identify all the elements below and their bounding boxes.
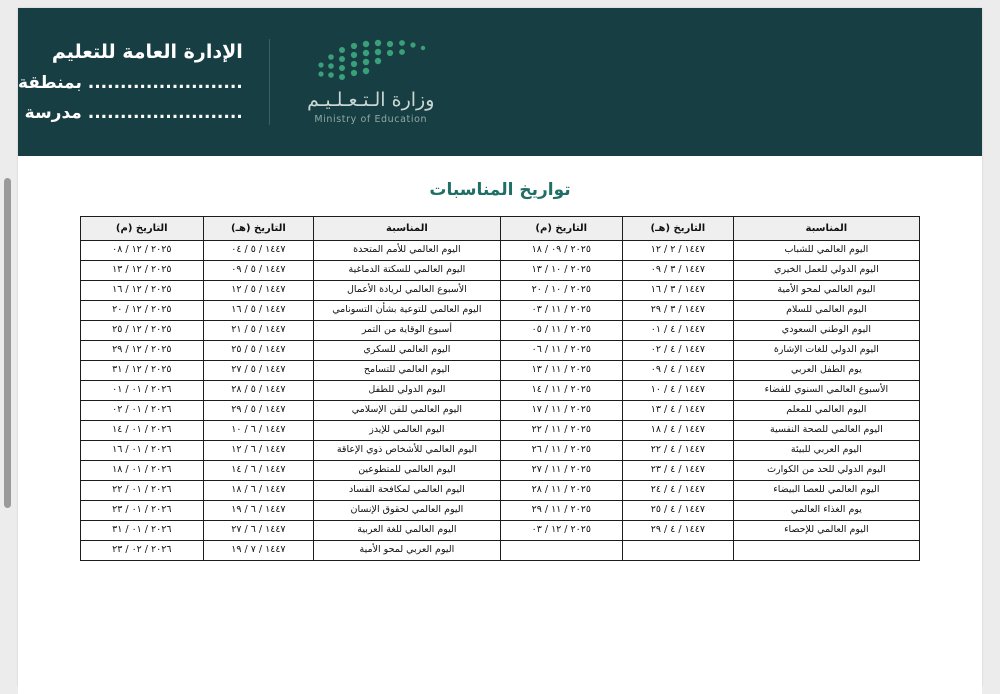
cell-hijri-left: ١٤٤٧ / ٥ / ٠٩ [203,261,314,281]
ministry-logo [296,39,446,125]
table-row [81,541,920,561]
cell-hijri-left: ١٤٤٧ / ٦ / ١٩ [203,501,314,521]
cell-hijri-left: ١٤٤٧ / ٥ / ٢٨ [203,381,314,401]
cell-occasion-left: اليوم العالمي لحقوق الإنسان [314,501,500,521]
cell-gregorian-right: ٢٠٢٥ / ٠٩ / ١٨ [500,241,622,261]
table-row [81,441,920,461]
cell-gregorian-right: ٢٠٢٥ / ١١ / ٠٣ [500,301,622,321]
logo-dots-icon [311,39,431,85]
cell-gregorian-left: ٢٠٢٦ / ٠١ / ٢٢ [81,481,204,501]
school-dots: ........................ [87,102,243,123]
cell-hijri-left: ١٤٤٧ / ٥ / ٢٥ [203,341,314,361]
region-dots: ........................ [87,72,243,93]
header-title-block [18,36,243,129]
cell-hijri-right: ١٤٤٧ / ٢ / ١٢ [623,241,734,261]
document-sheet [18,8,982,686]
header-line-school [18,99,243,129]
cell-gregorian-left: ٢٠٢٦ / ٠١ / ٠١ [81,381,204,401]
cell-hijri-right: ١٤٤٧ / ٤ / ٢٤ [623,481,734,501]
cell-hijri-right: ١٤٤٧ / ٤ / ٢٣ [623,461,734,481]
cell-gregorian-right: ٢٠٢٥ / ١٠ / ١٣ [500,261,622,281]
cell-gregorian-right: ٢٠٢٥ / ١١ / ٠٥ [500,321,622,341]
cell-gregorian-left: ٢٠٢٦ / ٠١ / ١٦ [81,441,204,461]
cell-occasion-right: يوم الغذاء العالمي [733,501,919,521]
cell-gregorian-left: ٢٠٢٥ / ١٢ / ٢٠ [81,301,204,321]
cell-hijri-right: ١٤٤٧ / ٤ / ٠٢ [623,341,734,361]
cell-gregorian-right: ٢٠٢٥ / ١١ / ١٧ [500,401,622,421]
document-header [18,8,982,156]
occasions-table-body [81,241,920,561]
cell-occasion-right [733,541,919,561]
cell-hijri-right: ١٤٤٧ / ٣ / ٢٩ [623,301,734,321]
cell-hijri-right: ١٤٤٧ / ٤ / ١٨ [623,421,734,441]
cell-occasion-right: اليوم العالمي للعصا البيضاء [733,481,919,501]
cell-hijri-left: ١٤٤٧ / ٥ / ٠٤ [203,241,314,261]
cell-hijri-left: ١٤٤٧ / ٦ / ٢٧ [203,521,314,541]
cell-hijri-left: ١٤٤٧ / ٥ / ١٦ [203,301,314,321]
cell-hijri-left: ١٤٤٧ / ٥ / ١٢ [203,281,314,301]
cell-hijri-right [623,541,734,561]
school-label: مدرسة [24,102,82,123]
header-hijri-left: التاريخ (هـ) [203,217,314,241]
cell-gregorian-right: ٢٠٢٥ / ١١ / ٢٦ [500,441,622,461]
cell-hijri-right: ١٤٤٧ / ٤ / ٢٩ [623,521,734,541]
table-row [81,481,920,501]
cell-occasion-left: اليوم العالمي للفن الإسلامي [314,401,500,421]
cell-gregorian-left: ٢٠٢٦ / ٠١ / ٣١ [81,521,204,541]
cell-gregorian-left: ٢٠٢٦ / ٠٢ / ٢٣ [81,541,204,561]
cell-gregorian-left: ٢٠٢٦ / ٠١ / ٢٣ [81,501,204,521]
cell-hijri-right: ١٤٤٧ / ٤ / ١٠ [623,381,734,401]
header-occasion-left: المناسبة [314,217,500,241]
cell-occasion-left: اليوم العالمي للأشخاص ذوي الإعاقة [314,441,500,461]
header-gregorian-right: التاريخ (م) [500,217,622,241]
table-row [81,521,920,541]
logo-arabic-text: وزارة الـتـعـلـيـم [307,89,435,111]
table-row [81,341,920,361]
cell-hijri-right: ١٤٤٧ / ٣ / ١٦ [623,281,734,301]
cell-occasion-right: الأسبوع العالمي السنوي للفضاء [733,381,919,401]
cell-gregorian-right: ٢٠٢٥ / ١١ / ١٣ [500,361,622,381]
cell-occasion-right: اليوم العالمي للسلام [733,301,919,321]
table-header-row [81,217,920,241]
table-row [81,421,920,441]
cell-gregorian-left: ٢٠٢٦ / ٠١ / ١٤ [81,421,204,441]
cell-gregorian-right: ٢٠٢٥ / ١١ / ٢٧ [500,461,622,481]
logo-english-text: Ministry of Education [314,114,428,125]
cell-occasion-left: اليوم العالمي للأمم المتحدة [314,241,500,261]
cell-gregorian-left: ٢٠٢٥ / ١٢ / ٢٩ [81,341,204,361]
cell-occasion-left: الأسبوع العالمي لريادة الأعمال [314,281,500,301]
cell-hijri-right: ١٤٤٧ / ٣ / ٠٩ [623,261,734,281]
header-line-region [18,69,243,99]
cell-gregorian-right: ٢٠٢٥ / ١١ / ٢٨ [500,481,622,501]
cell-gregorian-left: ٢٠٢٥ / ١٢ / ١٣ [81,261,204,281]
cell-hijri-left: ١٤٤٧ / ٦ / ١٠ [203,421,314,441]
cell-hijri-left: ١٤٤٧ / ٦ / ١٨ [203,481,314,501]
cell-gregorian-right: ٢٠٢٥ / ١١ / ٢٢ [500,421,622,441]
table-row [81,301,920,321]
cell-hijri-left: ١٤٤٧ / ٧ / ١٩ [203,541,314,561]
cell-gregorian-left: ٢٠٢٥ / ١٢ / ١٦ [81,281,204,301]
vertical-scrollbar[interactable] [4,178,11,508]
cell-occasion-left: أسبوع الوقاية من التمر [314,321,500,341]
cell-occasion-left: اليوم العالمي للسكري [314,341,500,361]
region-label: بمنطقة [18,72,82,93]
table-row [81,501,920,521]
table-row [81,401,920,421]
cell-hijri-right: ١٤٤٧ / ٤ / ٢٥ [623,501,734,521]
cell-occasion-right: اليوم العالمي للصحة النفسية [733,421,919,441]
cell-hijri-left: ١٤٤٧ / ٦ / ١٤ [203,461,314,481]
cell-occasion-right: اليوم الوطني السعودي [733,321,919,341]
cell-gregorian-right: ٢٠٢٥ / ١١ / ٢٩ [500,501,622,521]
cell-hijri-left: ١٤٤٧ / ٥ / ٢٩ [203,401,314,421]
cell-occasion-right: اليوم العالمي للمعلم [733,401,919,421]
cell-gregorian-left: ٢٠٢٥ / ١٢ / ٢٥ [81,321,204,341]
cell-occasion-right: اليوم الدولي للغات الإشارة [733,341,919,361]
cell-gregorian-right: ٢٠٢٥ / ١٠ / ٢٠ [500,281,622,301]
cell-occasion-right: اليوم الدولي للعمل الخيري [733,261,919,281]
cell-occasion-left: اليوم العالمي لمكافحة الفساد [314,481,500,501]
cell-gregorian-right: ٢٠٢٥ / ١١ / ٠٦ [500,341,622,361]
header-occasion-right: المناسبة [733,217,919,241]
cell-occasion-left: اليوم العربي لمحو الأمية [314,541,500,561]
page-title: تواريخ المناسبات [429,180,571,200]
header-line-administration: الإدارة العامة للتعليم [51,40,243,63]
cell-hijri-right: ١٤٤٧ / ٤ / ١٣ [623,401,734,421]
cell-occasion-right: اليوم العربي للبيئة [733,441,919,461]
header-hijri-right: التاريخ (هـ) [623,217,734,241]
cell-hijri-right: ١٤٤٧ / ٤ / ٠٩ [623,361,734,381]
cell-occasion-right: اليوم الدولي للحد من الكوارث [733,461,919,481]
occasions-table [80,216,920,561]
cell-hijri-left: ١٤٤٧ / ٥ / ٢٧ [203,361,314,381]
cell-hijri-left: ١٤٤٧ / ٦ / ١٢ [203,441,314,461]
cell-hijri-left: ١٤٤٧ / ٥ / ٢١ [203,321,314,341]
table-row [81,461,920,481]
cell-occasion-left: اليوم العالمي للسكتة الدماغية [314,261,500,281]
cell-hijri-right: ١٤٤٧ / ٤ / ٢٢ [623,441,734,461]
header-gregorian-left: التاريخ (م) [81,217,204,241]
cell-hijri-right: ١٤٤٧ / ٤ / ٠١ [623,321,734,341]
cell-occasion-left: اليوم العالمي للتسامح [314,361,500,381]
cell-occasion-left: اليوم العالمي للتوعية بشأن التسونامي [314,301,500,321]
cell-occasion-left: اليوم العالمي للمتطوعين [314,461,500,481]
cell-gregorian-right [500,541,622,561]
cell-occasion-left: اليوم الدولي للطفل [314,381,500,401]
cell-occasion-right: اليوم العالمي لمحو الأمية [733,281,919,301]
cell-gregorian-left: ٢٠٢٦ / ٠١ / ١٨ [81,461,204,481]
cell-occasion-right: يوم الطفل العربي [733,361,919,381]
cell-occasion-right: اليوم العالمي للشباب [733,241,919,261]
cell-occasion-left: اليوم العالمي للغة العربية [314,521,500,541]
cell-gregorian-right: ٢٠٢٥ / ١١ / ١٤ [500,381,622,401]
document-body [18,180,982,694]
table-row [81,381,920,401]
cell-gregorian-left: ٢٠٢٥ / ١٢ / ٠٨ [81,241,204,261]
table-row [81,241,920,261]
table-row [81,321,920,341]
cell-gregorian-left: ٢٠٢٥ / ١٢ / ٣١ [81,361,204,381]
occasions-table-wrap [18,216,982,561]
cell-occasion-right: اليوم العالمي للإحصاء [733,521,919,541]
cell-occasion-left: اليوم العالمي للإيدز [314,421,500,441]
cell-gregorian-right: ٢٠٢٥ / ١٢ / ٠٣ [500,521,622,541]
header-divider [269,39,270,125]
cell-gregorian-left: ٢٠٢٦ / ٠١ / ٠٢ [81,401,204,421]
table-row [81,281,920,301]
table-row [81,361,920,381]
table-row [81,261,920,281]
